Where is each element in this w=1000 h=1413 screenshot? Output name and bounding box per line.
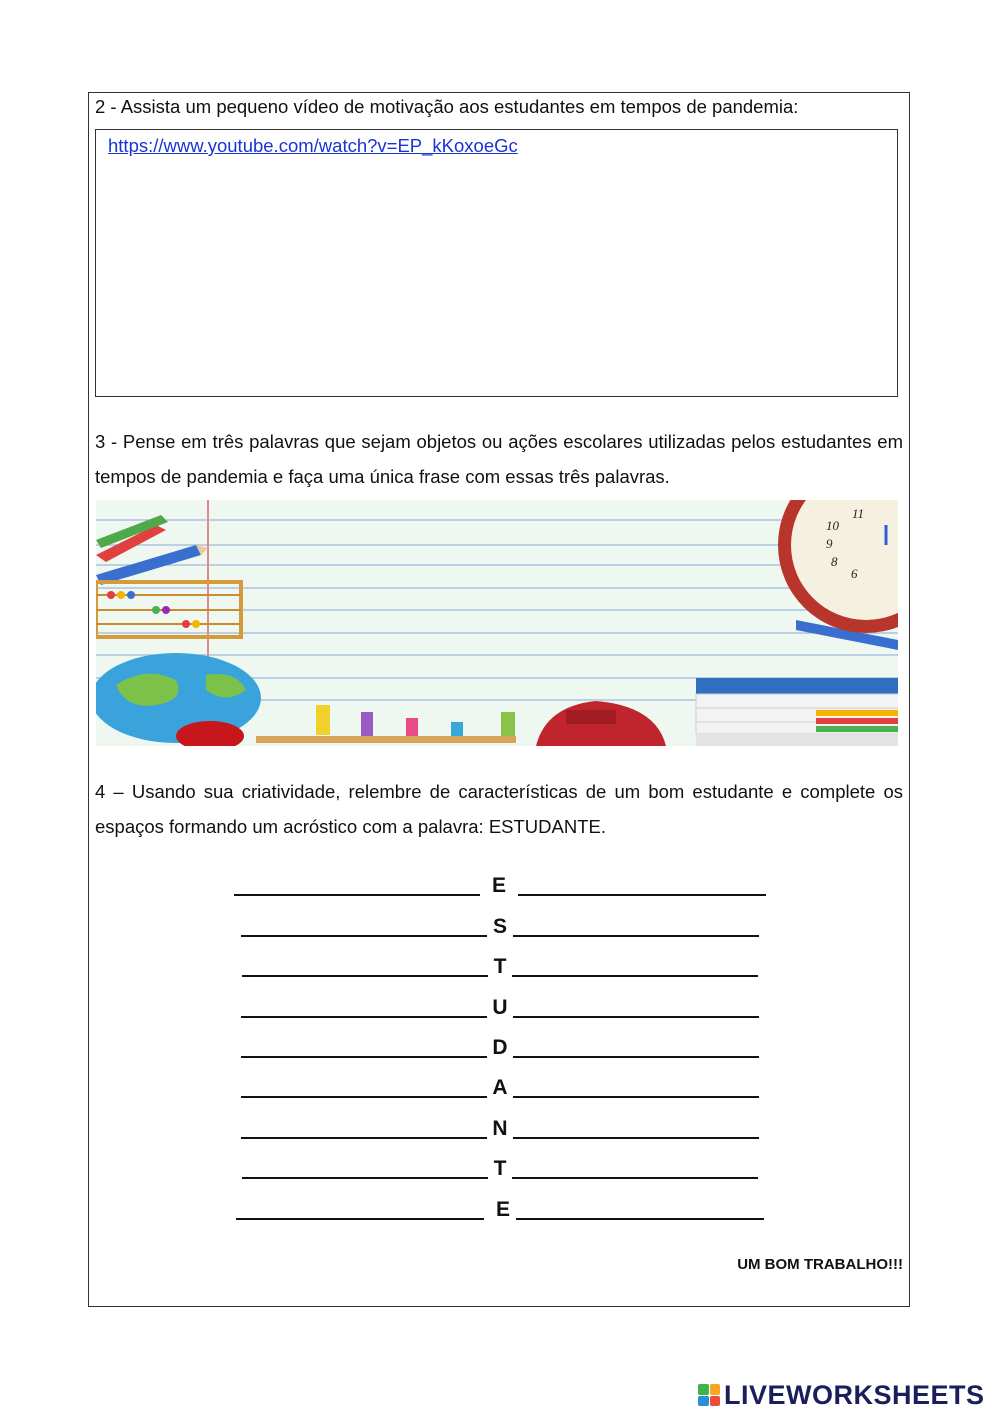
acrostic-letter: N [492,1117,508,1140]
blank-left[interactable] [241,1014,487,1018]
svg-text:9: 9 [826,536,833,551]
blank-left[interactable] [241,1094,487,1098]
acrostic-letter: E [491,874,506,897]
svg-text:6: 6 [851,566,858,581]
question-3-text: 3 - Pense em três palavras que sejam objetos ou ações escolares utilizadas pelos estudantes em tempos de pandemia e faça uma única frase com essas três palavras. [95,431,903,487]
blank-right[interactable] [516,1216,764,1220]
youtube-link[interactable]: https://www.youtube.com/watch?v=EP_kKoxoeGc [108,135,518,156]
brand-name: LIVEWORKSHEETS [724,1379,985,1410]
svg-text:8: 8 [831,554,838,569]
liveworksheets-logo [698,1378,985,1412]
blank-right[interactable] [513,1054,759,1058]
closing-note: UM BOM TRABALHO!!! [737,1256,903,1273]
acrostic-row[interactable] [0,995,1000,1021]
question-2-text: 2 - Assista um pequeno vídeo de motivação aos estudantes em tempos de pandemia: [95,96,799,117]
acrostic-letter: E [495,1198,510,1221]
question-4-text: 4 – Usando sua criatividade, relembre de características de um bom estudante e complete os espaços formando um acróstico com a palavra: ESTUDANTE. [95,781,903,837]
acrostic-row[interactable] [0,1116,1000,1142]
blank-left[interactable] [241,1135,487,1139]
acrostic-letter: T [493,1157,507,1180]
acrostic-letter: A [492,1076,508,1099]
acrostic-row[interactable] [0,1197,1000,1223]
acrostic-row[interactable] [0,873,1000,899]
svg-text:11: 11 [852,506,865,521]
acrostic-row[interactable] [0,954,1000,980]
answer-box-video[interactable] [95,129,898,397]
lined-writing-area[interactable] [96,500,898,746]
blank-right[interactable] [513,933,759,937]
blank-left[interactable] [242,973,488,977]
svg-text:10: 10 [826,518,839,533]
brand-logo-icon [698,1384,720,1406]
acrostic-letter: T [493,955,507,978]
blank-left[interactable] [234,892,480,896]
blank-right[interactable] [518,892,766,896]
blank-left[interactable] [241,1054,487,1058]
acrostic-row[interactable] [0,1156,1000,1182]
blank-right[interactable] [513,1094,759,1098]
acrostic-row[interactable] [0,1035,1000,1061]
acrostic-letter: D [492,1036,508,1059]
blank-right[interactable] [513,1014,759,1018]
acrostic-row[interactable] [0,1075,1000,1101]
acrostic-letter: U [492,996,508,1019]
blank-left[interactable] [242,1175,488,1179]
acrostic-row[interactable] [0,914,1000,940]
blank-right[interactable] [513,1135,759,1139]
blank-left[interactable] [241,933,487,937]
blank-right[interactable] [512,973,758,977]
blank-right[interactable] [512,1175,758,1179]
blank-left[interactable] [236,1216,484,1220]
acrostic-letter: S [492,915,507,938]
